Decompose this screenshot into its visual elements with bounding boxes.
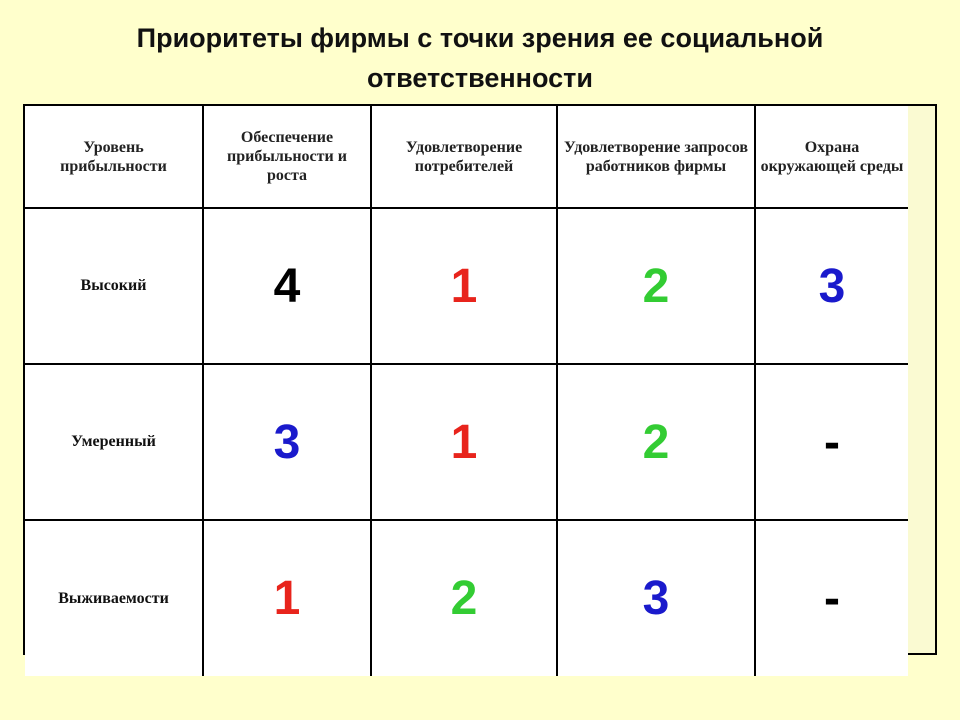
header-profit-level: Уровень прибыльности — [25, 106, 203, 208]
table-row — [25, 520, 908, 676]
table-cell: 2 — [557, 364, 755, 520]
table-cell: 4 — [203, 208, 371, 364]
row-label: Умеренный — [25, 364, 203, 520]
table-cell: 1 — [203, 520, 371, 676]
title-line-2: ответственности — [367, 63, 593, 93]
table-cell: - — [755, 364, 908, 520]
priorities-table-container — [23, 104, 937, 655]
slide-title — [40, 18, 920, 98]
table-cell: 2 — [557, 208, 755, 364]
table-cell: - — [755, 520, 908, 676]
table-cell: 1 — [371, 208, 557, 364]
table-cell: 2 — [371, 520, 557, 676]
row-label: Выживаемости — [25, 520, 203, 676]
table-row — [25, 208, 908, 364]
row-label: Высокий — [25, 208, 203, 364]
header-employee-satisfaction: Удовлетворение запросов работников фирмы — [557, 106, 755, 208]
table-cell: 3 — [755, 208, 908, 364]
table-header-row — [25, 106, 908, 208]
header-environment-protection: Охрана окружающей среды — [755, 106, 908, 208]
table-cell: 3 — [203, 364, 371, 520]
table-row — [25, 364, 908, 520]
header-profit-growth: Обеспечение прибыльности и роста — [203, 106, 371, 208]
table-cell: 3 — [557, 520, 755, 676]
table-right-strip — [907, 106, 935, 653]
priorities-table — [25, 106, 908, 676]
header-consumer-satisfaction: Удовлетворение потребителей — [371, 106, 557, 208]
title-line-1: Приоритеты фирмы с точки зрения ее социальной — [136, 23, 824, 53]
table-cell: 1 — [371, 364, 557, 520]
